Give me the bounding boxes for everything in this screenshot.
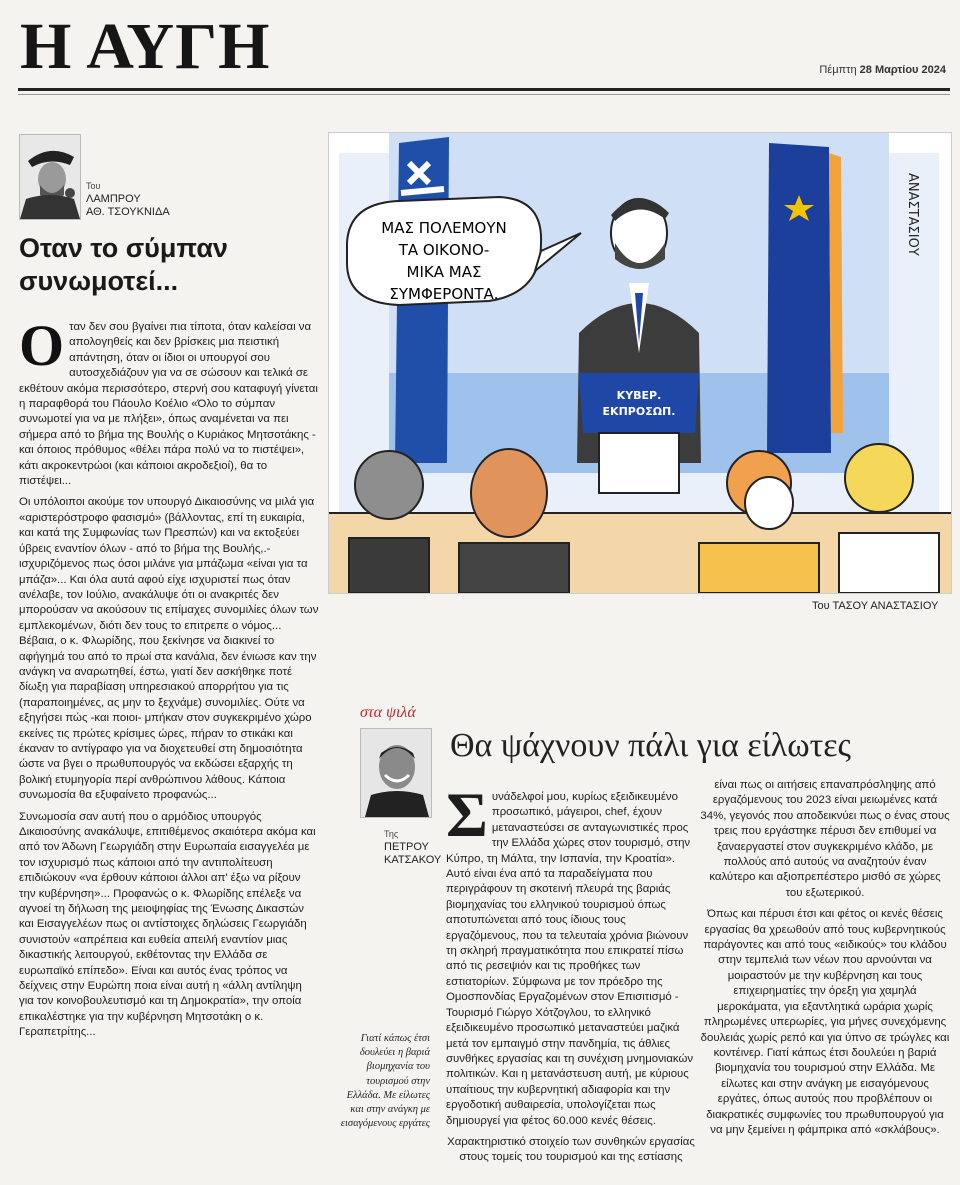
newspaper-masthead: Η ΑΥΓΗ [20, 10, 271, 83]
date-weekday: Πέμπτη [819, 64, 857, 76]
podium-label-2: ΕΚΠΡΟΣΩΠ. [602, 405, 676, 418]
column2-paragraph-1: Συνάδελφοί μου, κυρίως εξειδικευμένο προσωπικό, μάγειροι, chef, έχουν μεταναστεύσει σε ανταγωνιστικές προς την Ελλάδα χώρες στον τουρισμό, στην Κύπρο, τη Μάλτα, την Ισπανία, την Κροατία». Αυτό είναι ένα από τα παραδείγματα που περιγράφουν τη σκοτεινή πλευρά της βαριάς βιομηχανίας του ελληνικού τουρισμού όπως αποτυπώνεται από τους ίδιους τους εργαζόμενους, που τα τελευταία χρόνια βιώνουν τη σκληρή πραγματικότητα που επικρατεί πίσω από τις ρεσεψιόν και τις προθήκες των εστιατορίων. Σύμφωνα με τον πρόεδρο της Ομοσπονδίας Εργαζομένων στον Επισιτισμό - Τουρισμό Γιώργο Χότζογλου, το ελληνικό εξειδικευμένο προσωπικό μεταναστεύει μαζικά μετά τον εμπαιγμό στην πανδημία, τις άθλιες συνθήκες εργασίας και τη συνέχιση μνημονιακών πολιτικών. Και η μετανάστευση αυτή, με κύριους υπαίτιους την κυβερνητική αδιαφορία και την εργοδοτική αυθαιρεσία, υπολογίζεται πως δημιουργεί για φέτος 60.000 κενές θέσεις. [446, 790, 694, 1127]
dropcap: Ο [19, 320, 65, 378]
byline-prefix: Του [86, 181, 101, 191]
author-name-line2: ΑΘ. ΤΣΟΥΚΝΙΔΑ [86, 206, 170, 218]
column1-paragraph-3: Συνωμοσία σαν αυτή που ο αρμόδιος υπουργός Δικαιοσύνης ανακάλυψε, επιτιθέμενος σκαιότερα ακόμα και από τον Άδωνη Γεωργιάδη στην Ευρωπαία εισαγγελέα με τον ισχυρισμό πως κάποιοι από την αντιπολίτευση επιδιώκουν «να έρθουν κάποιοι άλλοι απ' έξω να ρίξουν την κυβέρνηση»... Προφανώς ο κ. Φλωρίδης επέλεξε να αγνοεί τη δήλωση της μειοψηφίας της Ένωσης Δικαστών και Εισαγγελέων πως οι αντίστοιχες δηλώσεις Γεωργιάδη συνιστούν «απρέπεια και ευθεία απειλή εναντίον μιας δικαστικής λειτουργού, εκθέτοντας την Ελλάδα σε ευρωπαϊκό επίπεδο». Είναι και αυτός ένας τρόπος να δείχνεις στην Ευρώπη ποια είναι αυτή η «άλλη αντίληψη για τον κοινοβουλευτισμό και τη Δημοκρατία», την οποία επικαλέστηκε για την κυβέρνηση Μητσοτάκη ο κ. Γεραπετρίτης... [19, 810, 316, 1039]
speech-line-3: ΜΙΚΑ ΜΑΣ [406, 263, 482, 281]
political-cartoon [328, 132, 952, 594]
byline2-prefix: Της [384, 829, 399, 839]
column2-body-left [446, 790, 696, 1180]
author-photo [19, 134, 81, 220]
cartoonist-signature: ΑΝΑΣΤΑΣΙΟΥ [905, 173, 920, 256]
issue-date [819, 64, 946, 76]
date-value: 28 Μαρτίου 2024 [859, 64, 946, 76]
masthead-rule-thin [18, 94, 950, 95]
section-kicker: στα ψιλά [360, 704, 416, 721]
column1-byline [86, 180, 170, 219]
column2-paragraph-3: είναι πως οι αιτήσεις επαναπρόσληψης από εργαζόμενους του 2023 είναι μειωμένες κατά 34%, γεγονός που αποδεικνύει πως ο ένας στους τρεις που εργάστηκε πέρυσι δεν επιθυμεί να ξαναεργαστεί στον συγκεκριμένο κλάδο, με πολλούς από αυτούς να αναζητούν έναν καλύτερο και αξιοπρεπέστερο μισθό σε χώρες του εξωτερικού. [700, 779, 950, 899]
column2-body-right [700, 778, 950, 1178]
column2-paragraph-4: Όπως και πέρυσι έτσι και φέτος οι κενές θέσεις εργασίας θα χρεωθούν από τους κυβερνητικούς παράγοντες και από τους «ειδικούς» του κλάδου στην τεμπελιά των νέων που αρνούνται να μοιραστούν με την κυβέρνηση και τους επιχειρηματίες την όρεξη για χαμηλά μεροκάματα, για εξαντλητικά ωράρια χωρίς πληρωμένες υπερωρίες, για μήνες συνεχόμενης δουλειάς χωρίς ρεπό και για ύπνο σε τρώγλες και κοντέινερ. Γιατί κάπως έτσι δουλεύει η βαριά βιομηχανία του τουρισμού στην Ελλάδα. Με είλωτες και στην ανάγκη με εισαγόμενους εργάτες, όπως αυτούς που προβλέπουν οι διακρατικές συμφωνίες του πρωθυπουργού για να μην ξεμείνει η φάμπρικα από «σκλάβους». [700, 908, 950, 1136]
author2-name-line2: ΚΑΤΣΑΚΟΥ [384, 854, 442, 866]
masthead-rule [18, 88, 950, 91]
column2-headline: Θα ψάχνουν πάλι για είλωτες [450, 727, 852, 764]
column2-paragraph-2: Χαρακτηριστικό στοιχείο των συνθηκών εργασίας στους τομείς του τουρισμού και της εστίασης [447, 1135, 695, 1164]
podium-label-1: ΚΥΒΕΡ. [616, 389, 662, 402]
author2-name-line1: ΠΕΤΡΟΥ [384, 841, 429, 853]
dropcap-sigma: Σ [446, 790, 488, 850]
eu-flag [767, 143, 831, 453]
column1-headline: Οταν το σύμπαν συνωμοτεί... [19, 233, 228, 296]
speech-line-1: ΜΑΣ ΠΟΛΕΜΟΥΝ [381, 219, 507, 237]
podium [579, 373, 699, 433]
credit-name: ΤΑΣΟΥ ΑΝΑΣΤΑΣΙΟΥ [832, 600, 939, 612]
column1-body [19, 320, 319, 1170]
column2-byline [384, 828, 441, 867]
cartoon-credit [812, 600, 938, 612]
credit-prefix: Του [812, 600, 830, 612]
author-name-line1: ΛΑΜΠΡΟΥ [86, 193, 141, 205]
pull-quote: Γιατί κάπως έτσι δουλεύει η βαριά βιομηχανία του τουρισμού στην Ελλάδα. Με είλωτες και στην ανάγκη με εισαγόμενους εργάτες [340, 1033, 430, 1130]
speech-line-4: ΣΥΜΦΕΡΟΝΤΑ. [389, 285, 499, 303]
column1-paragraph-2: Οι υπόλοιποι ακούμε τον υπουργό Δικαιοσύνης να μιλά για «αριστερόστροφο φασισμό» (βάλλοντας, επί τη ευκαιρία, και κατά της Συμφωνίας των Πρεσπών) και να εκτοξεύει ύβρεις εναντίον όλων - από το βήμα της Βουλής,.- ισχυριζόμενος πως όσοι μιλάνε για μπάζωμα «είναι για τα μπάζα»... Και όλα αυτά αφού είχε ισχυριστεί πως όταν ανέλαβε, τον Ιούλιο, ανακάλυψε ότι οι ανακριτές δεν μπορούσαν να ακούσουν τις επίμαχες συνομιλίες όλων των εμπλεκομένων, διότι δεν τους το επιτρεπε ο νόμος... Βέβαια, ο κ. Φλωρίδης, που ξεκίνησε να διακινεί το αφήγημά του από το πρωί στα κανάλια, δεν ένιωσε καν την ανάγκη να αναρωτηθεί, έστω, γιατί δεν ασκήθηκε ποτέ δίωξη για παραβίαση υπηρεσιακού απορρήτου για τις (παραποιημένες, ας μην το ξεχνάμε) συνομιλίες. Ούτε να εξηγήσει πώς -και ποιοι- μπήκαν στον συγκεκριμένο χώρο εκείνες τις πρώτες κρίσιμες ώρες, πήραν το στικάκι και έκαναν το αντίγραφο για να διοχετευθεί στη δημοσιότητα ώστε να βγει ο πρωθυπουργός να εκδώσει εξαρχής τη βολική ετυμηγορία περί ανθρώπινου λάθους. Κάποια συνωμοσία θα εξυφαίνετο προφανώς... [19, 496, 319, 802]
speech-line-2: ΤΑ ΟΙΚΟΝΟ- [398, 241, 490, 259]
column1-paragraph-1: Οταν δεν σου βγαίνει πια τίποτα, όταν καλείσαι να απολογηθείς και δεν βρίσκεις μια πειστική απάντηση, όταν οι ίδιοι οι υπουργοί σου αυτοσχεδιάζουν για να σε σώσουν και τελικά σε εκθέτουν ακόμα περισσότερο, στερνή σου καταφυγή γίνεται η παραφθορά του Πάουλο Κοέλιο «Όλο το σύμπαν συνωμοτεί για να με πλήξει», όπως αναμένεται να πει σήμερα από το βήμα της Βουλής ο Κυριάκος Μητσοτάκης - και όποιος πρόθυμος «θέλει πάρα πολύ να το πιστέψει», κάτι ακροκεντρώοι (και κάποιοι ακροδεξιοί), θα το πιστέψει... [19, 320, 318, 488]
author2-photo [360, 728, 432, 818]
